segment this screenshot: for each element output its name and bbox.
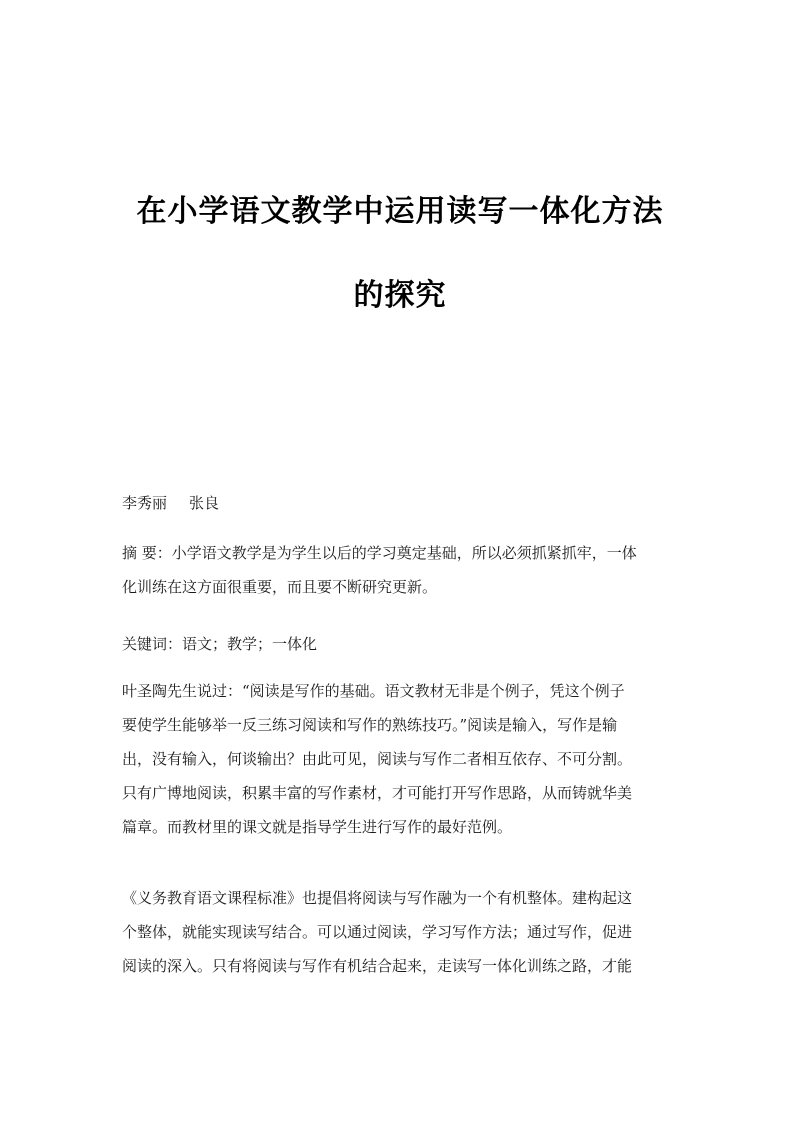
document-title-line-2: 的探究 [353, 278, 447, 313]
paragraph-line: 个整体，就能实现读写结合。可以通过阅读，学习写作方法；通过写作，促进 [122, 923, 633, 941]
body-paragraph-1 [122, 674, 682, 844]
keywords [122, 627, 682, 661]
abstract [122, 536, 682, 604]
paragraph-line: 篇章。而教材里的课文就是指导学生进行写作的最好范例。 [122, 818, 513, 836]
paragraph-line: 要使学生能够举一反三练习阅读和写作的熟练技巧。”阅读是输入，写作是输 [122, 716, 618, 734]
author-name: 李秀丽 [122, 494, 168, 512]
body-paragraph-2 [122, 881, 682, 983]
abstract-line: 摘 要：小学语文教学是为学生以后的学习奠定基础，所以必须抓紧抓牢，一体 [122, 544, 637, 562]
abstract-line: 化训练在这方面很重要，而且要不断研究更新。 [122, 578, 438, 596]
author-name: 张良 [189, 494, 220, 512]
paragraph-line: 《义务教育语文课程标准》也提倡将阅读与写作融为一个有机整体。建构起这 [122, 889, 633, 907]
author-line [122, 486, 682, 520]
keywords-line: 关键词：语文；教学；一体化 [122, 635, 318, 653]
paragraph-line: 只有广博地阅读，积累丰富的写作素材，才可能打开写作思路，从而铸就华美 [122, 784, 633, 802]
paragraph-line: 叶圣陶先生说过：“阅读是写作的基础。语文教材无非是个例子，凭这个例子 [122, 682, 625, 700]
paragraph-line: 阅读的深入。只有将阅读与写作有机结合起来，走读写一体化训练之路，才能 [122, 957, 633, 975]
document-title-line-1: 在小学语文教学中运用读写一体化方法 [136, 194, 664, 229]
paragraph-line: 出，没有输入，何谈输出？由此可见，阅读与写作二者相互依存、不可分割。 [122, 750, 633, 768]
